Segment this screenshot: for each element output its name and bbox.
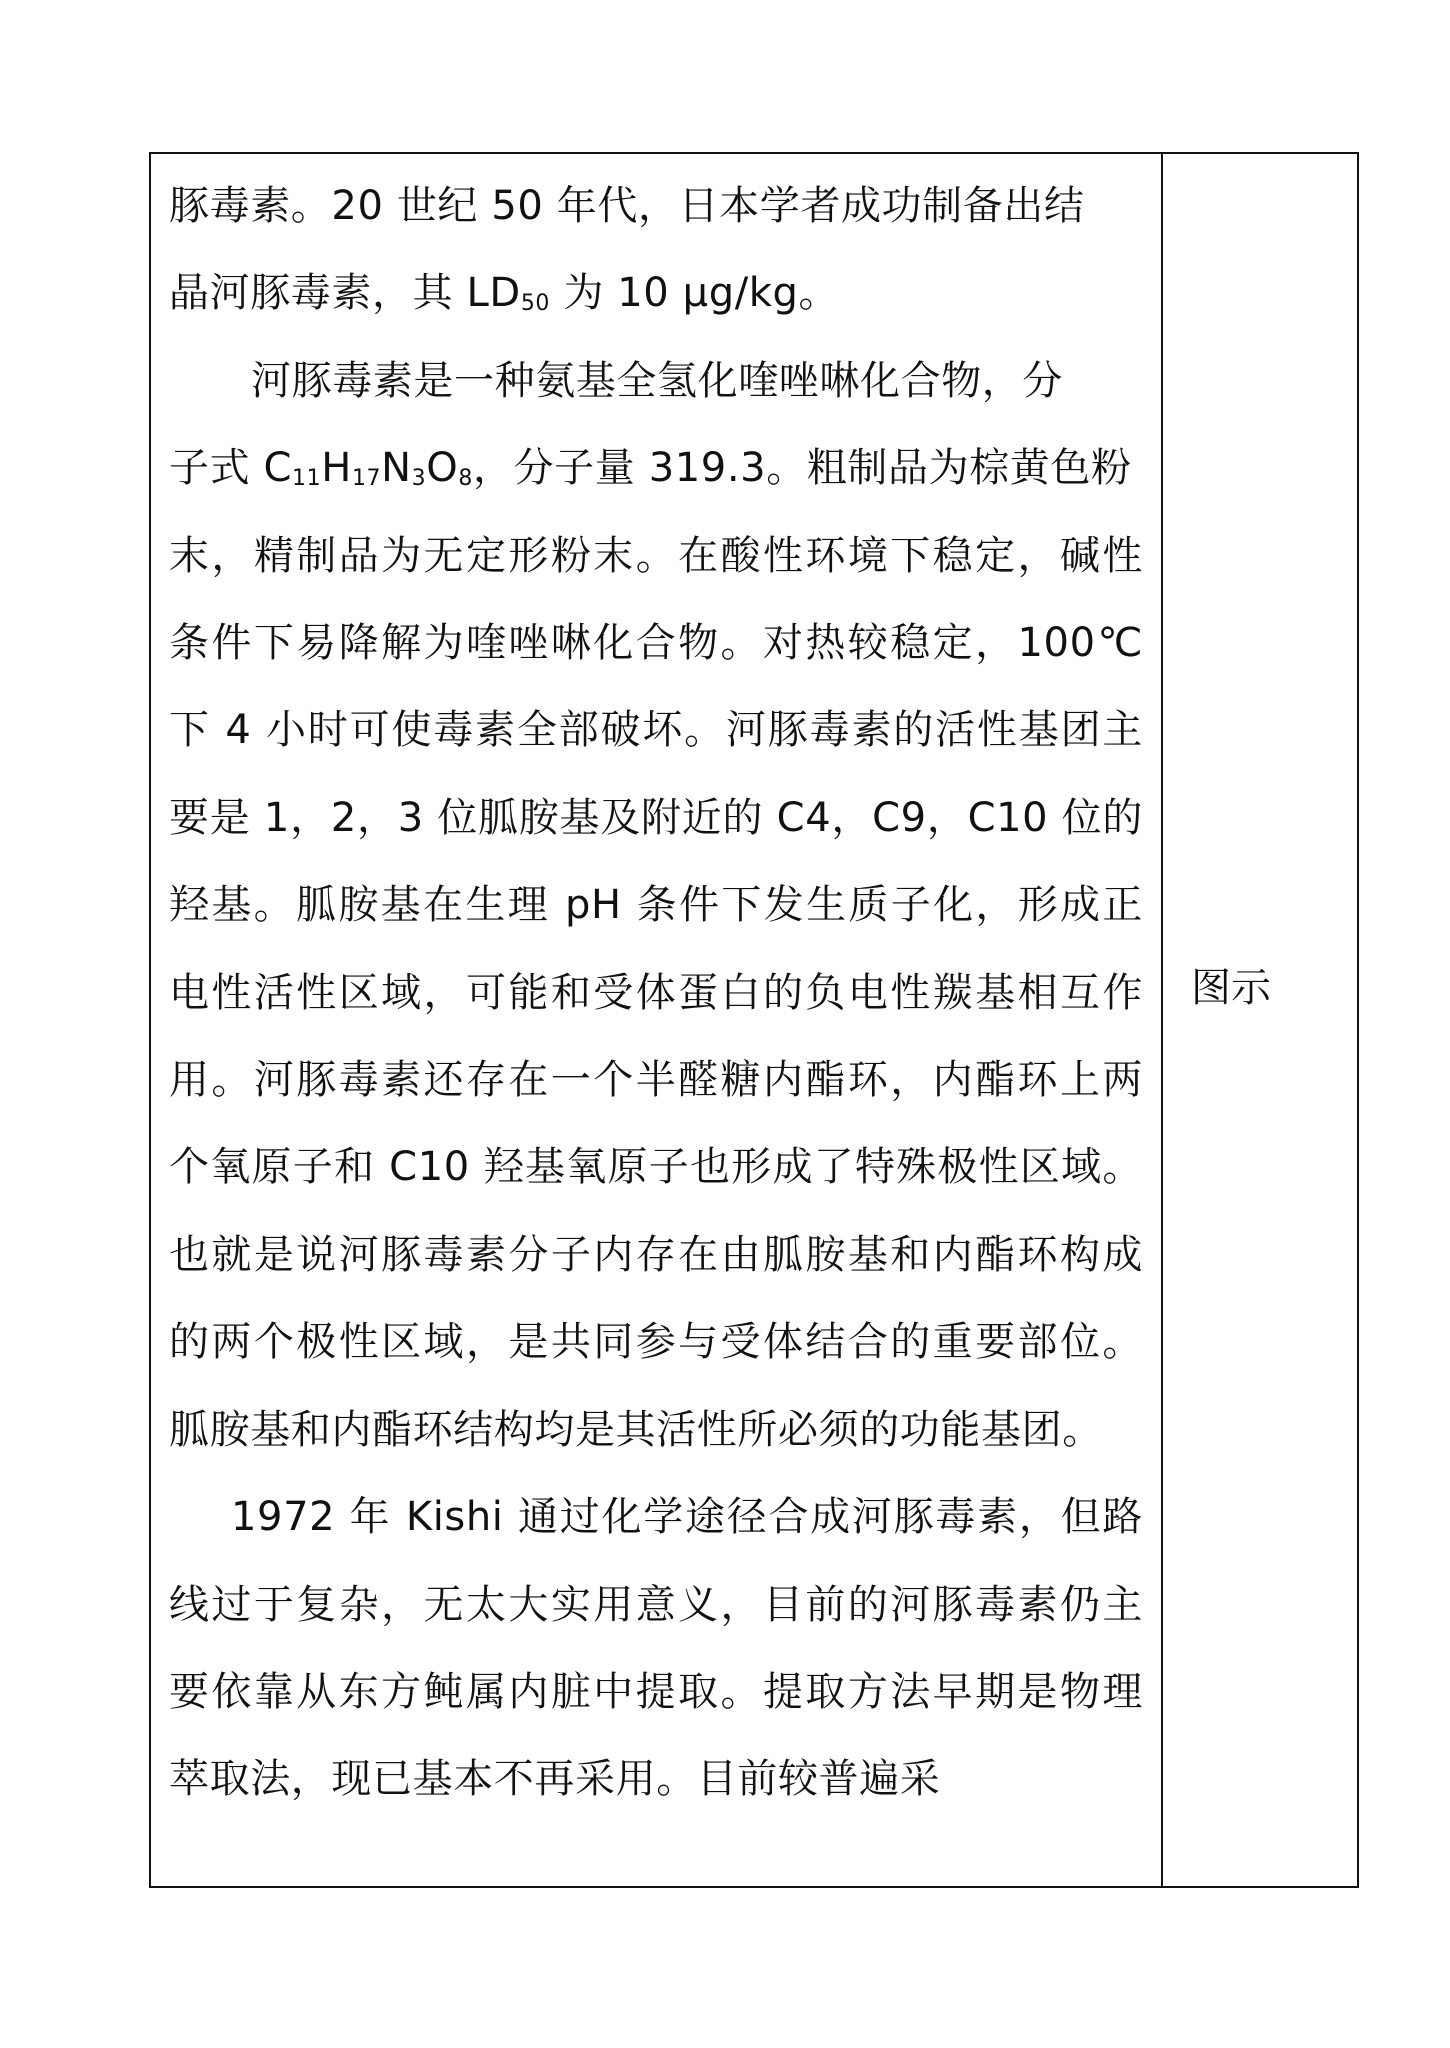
formula-sub-c: 11	[292, 466, 322, 492]
formula-sub-h: 17	[351, 466, 382, 492]
ld50-prefix: 晶河豚毒素，其 LD	[169, 270, 521, 317]
content-cell	[151, 154, 1163, 1886]
figure-label: 图示	[1191, 965, 1271, 1011]
paragraph-1-line-1: 豚毒素。20 世纪 50 年代，日本学者成功制备出结	[169, 183, 1085, 229]
figure-cell	[1163, 154, 1357, 1886]
paragraph-2	[169, 338, 1143, 1474]
paragraph-3: 1972 年 Kishi 通过化学途径合成河豚毒素，但路线过于复杂，无太大实用意义，目前的河豚毒素仍主要依靠从东方鲀属内脏中提取。提取方法早期是物理萃取法，现已基本不再采用。目前较普遍采	[169, 1494, 1143, 1803]
formula-suffix: ，分子量 319.3。粗制品为棕黄色粉	[472, 445, 1132, 492]
document-table	[149, 152, 1359, 1888]
ld50-value: 为 10 μg/kg。	[550, 270, 840, 317]
ld50-subscript: 50	[520, 291, 551, 317]
formula-sub-o: 8	[458, 466, 473, 492]
paragraph-2-line-1: 河豚毒素是一种氨基全氢化喹唑啉化合物，分	[251, 357, 1063, 404]
paragraph-2-line-2	[169, 425, 1143, 512]
paragraph-2-body: 末，精制品为无定形粉末。在酸性环境下稳定，碱性条件下易降解为喹唑啉化合物。对热较稳定，100℃下 4 小时可使毒素全部破坏。河豚毒素的活性基团主要是 1，2，3 位胍胺基及附近的 C4，C9，C10 位的羟基。胍胺基在生理 pH 条件下发生质子化，形成正电性活性区域，可能和受体蛋白的负电性羰基相互作用。河豚毒素还存在一个半醛糖内酯环，内酯环上两个氧原子和 C10 羟基氧原子也形成了特殊极性区域。也就是说河豚毒素分子内存在由胍胺基和内酯环构成的两个极性区域，是共同参与受体结合的重要部位。胍胺基和内酯环结构均是其活性所必须的功能基团。	[169, 532, 1143, 1453]
formula-prefix: 子式 C	[169, 445, 293, 492]
paragraph-1-line-2	[169, 250, 1143, 337]
formula-o: O	[426, 445, 459, 492]
paragraph-1	[169, 163, 1143, 338]
formula-sub-n: 3	[411, 466, 427, 492]
formula-h: H	[321, 445, 352, 492]
formula-n: N	[381, 445, 412, 492]
